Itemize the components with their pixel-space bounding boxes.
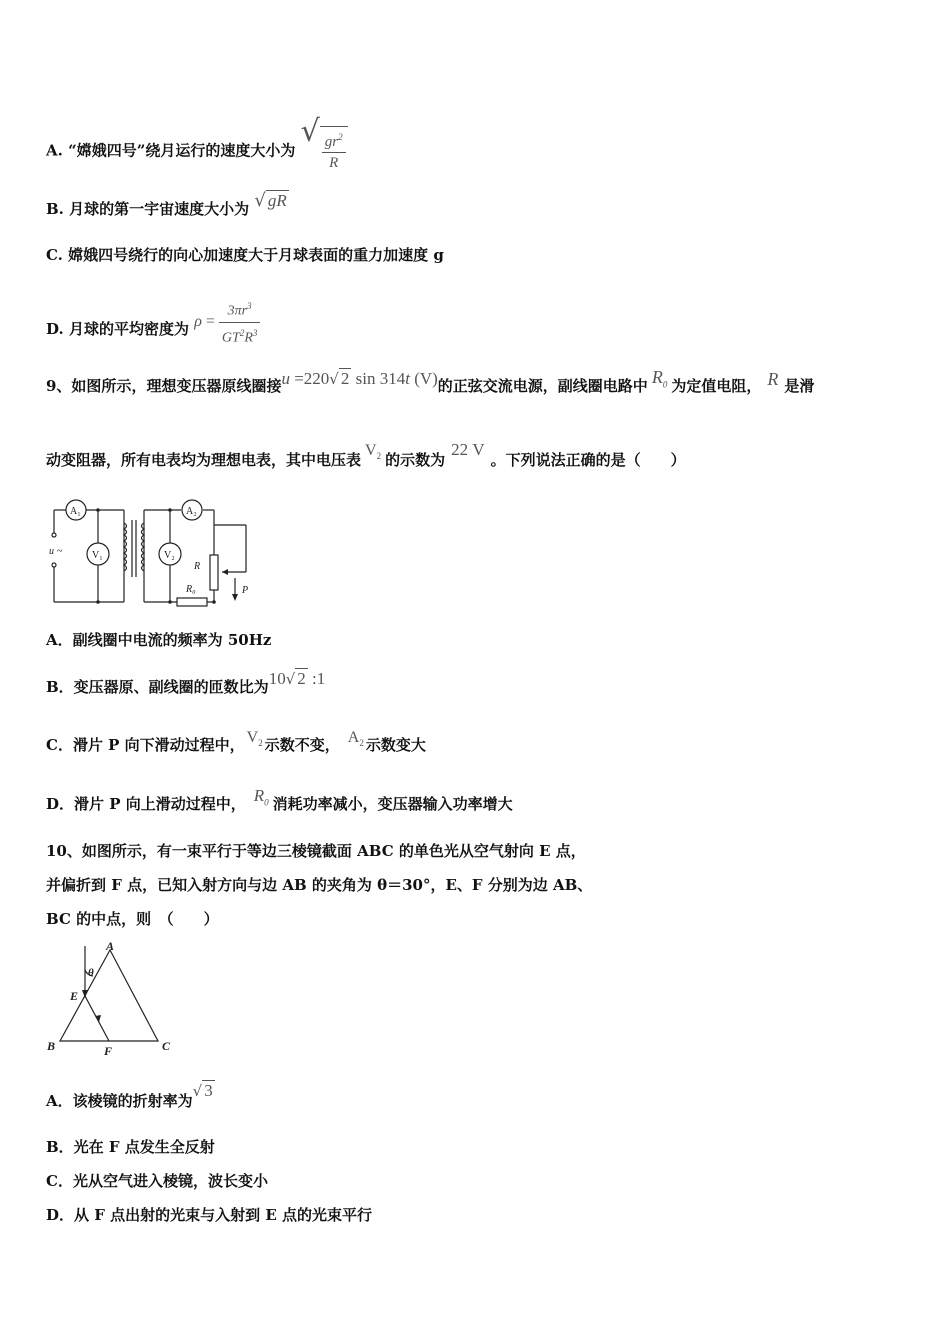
- q9-option-d-r0: $R_0$: [253, 786, 269, 808]
- q9-option-d: D．滑片 P 向上滑动过程中， $R_0$ 消耗功率减小，变压器输入功率增大: [46, 786, 513, 813]
- q9-option-b-formula: 10√ 2 :1: [268, 669, 326, 688]
- q8-option-c-text: 嫦娥四号绕行的向心加速度大于月球表面的重力加速度 g: [68, 246, 444, 264]
- q9-fig-r0: R₀: [186, 584, 196, 595]
- q8-option-b: B. 月球的第一宇宙速度大小为 √ gR: [46, 190, 287, 218]
- q9-formula-u: u =220√ 2 sin 314t (V): [281, 369, 438, 388]
- q10-fig-theta: θ: [88, 967, 94, 979]
- q10-fig-a: A: [106, 939, 115, 953]
- q8-option-b-text: 月球的第一宇宙速度大小为: [69, 200, 250, 218]
- q9-transformer-circuit-figure: [44, 495, 259, 610]
- q10-stem-line2: 并偏折到 F 点，已知入射方向与边 AB 的夹角为 θ＝30°，E、F 分别为边 AB、: [46, 876, 593, 894]
- q10-option-b: B．光在 F 点发生全反射: [46, 1138, 215, 1156]
- q10-fig-f: F: [104, 1044, 113, 1058]
- q9-stem-line2: 动变阻器，所有电表均为理想电表，其中电压表$V_2$ 的示数为22 V。下列说法正确的是（ ）: [46, 440, 686, 469]
- q9-option-b: B．变压器原、副线圈的匝数比为10√ 2 :1: [46, 669, 326, 696]
- q10-fig-e: E: [70, 989, 79, 1003]
- q9-voltage: 22 V: [451, 440, 485, 459]
- q8-option-d-formula: ρ = $\frac{3\pi r^3}{GT^2R^3}$: [194, 296, 260, 348]
- q9-option-a: A．副线圈中电流的频率为 50Hz: [46, 631, 272, 649]
- q9-stem-line1: 9、如图所示，理想变压器原线圈接u =220√ 2 sin 314t (V)的正弦交流电源，副线圈电路中 $R_0$ 为定值电阻， R 是滑: [46, 367, 815, 395]
- q10-option-d: D．从 F 点出射的光束与入射到 E 点的光束平行: [46, 1206, 372, 1224]
- q9-option-c: C．滑片 P 向下滑动过程中， $V_2$ 示数不变， $A_2$ 示数变大: [46, 729, 426, 754]
- q9-fig-a2: A₂: [186, 506, 197, 517]
- svg-text:~: ~: [57, 546, 63, 557]
- q8-option-b-formula: √ gR: [254, 190, 287, 211]
- q9-fig-r: R: [194, 561, 201, 572]
- q10-prism-figure: [44, 938, 179, 1060]
- q9-fig-u: u: [49, 546, 54, 557]
- q8-option-d-text: 月球的平均密度为: [68, 320, 189, 339]
- q10-option-a: A．该棱镜的折射率为√ 3: [46, 1081, 213, 1110]
- q10-stem-line3: BC 的中点，则 （ ）: [46, 910, 219, 928]
- q8-option-a-text: “嫦娥四号”绕月运行的速度大小为: [68, 141, 296, 160]
- q10-option-a-formula: √ 3: [192, 1081, 213, 1100]
- q9-fig-p: P: [242, 585, 249, 596]
- q10-stem-line1: 10、如图所示，有一束平行于等边三棱镜截面 ABC 的单色光从空气射向 E 点，: [46, 842, 586, 860]
- q9-r0-symbol: $R_0$: [651, 367, 668, 390]
- q10-option-c: C．光从空气进入棱镜，波长变小: [46, 1172, 268, 1190]
- q8-option-a: A. “嫦娥四号”绕月运行的速度大小为 √ $\frac{gr^2}{R}$: [46, 126, 348, 177]
- q10-fig-c: C: [162, 1039, 171, 1053]
- q9-option-c-a2: $A_2$: [347, 729, 364, 749]
- q8-option-c: C. 嫦娥四号绕行的向心加速度大于月球表面的重力加速度 g: [46, 246, 444, 264]
- q9-fig-v2: V₂: [164, 550, 175, 561]
- q10-fig-b: B: [47, 1039, 56, 1053]
- q8-option-a-formula: √ $\frac{gr^2}{R}$: [301, 122, 348, 173]
- q9-fig-v1: V₁: [92, 550, 103, 561]
- q9-fig-a1: A₁: [70, 506, 81, 517]
- q9-r-symbol: R: [767, 369, 779, 389]
- q8-option-d: D. 月球的平均密度为 ρ = $\frac{3\pi r^3}{GT^2R^3}$: [46, 304, 260, 356]
- q9-v2-symbol: $V_2$: [365, 442, 382, 462]
- q9-option-c-v2: $V_2$: [246, 729, 263, 749]
